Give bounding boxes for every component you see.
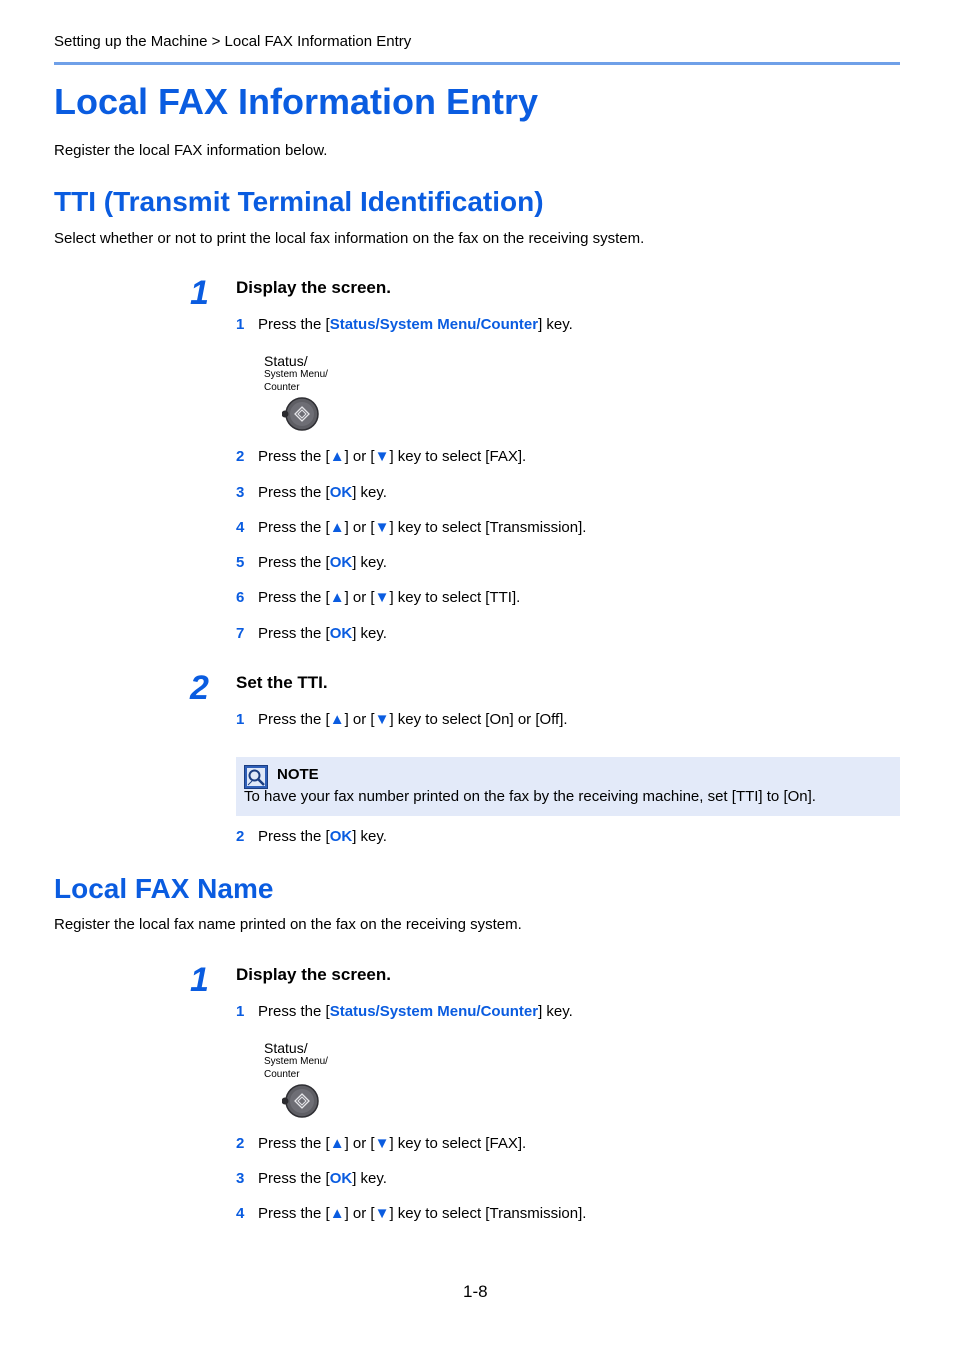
up-arrow-key: ▲ — [329, 589, 345, 606]
substep-text: ] key to select [Transmission]. — [389, 1205, 587, 1222]
status-key-button-icon — [282, 1084, 322, 1120]
down-arrow-key: ▼ — [374, 1135, 390, 1152]
substep-text: Press the [ — [258, 484, 330, 501]
substep-text: Press the [ — [258, 554, 330, 571]
substep-number: 4 — [236, 1205, 245, 1222]
ok-key: OK — [329, 828, 353, 845]
substep-text: Press the [ — [258, 625, 330, 642]
key-label: System Menu/ Counter — [264, 1056, 328, 1080]
page-number: 1-8 — [463, 1282, 488, 1301]
substep-number: 1 — [236, 1003, 245, 1020]
status-key-image — [262, 353, 352, 433]
header-rule — [54, 62, 900, 65]
key-name: Status/System Menu/Counter — [329, 1003, 539, 1020]
substep — [236, 827, 387, 847]
key-name: Status/System Menu/Counter — [329, 316, 539, 333]
substep-number: 2 — [236, 448, 245, 465]
substep-text: Press the [ — [258, 1135, 330, 1152]
substep-number: 1 — [236, 711, 245, 728]
substep-number: 5 — [236, 554, 245, 571]
page-title: Local FAX Information Entry — [54, 81, 539, 122]
up-arrow-key: ▲ — [329, 711, 345, 728]
substep-text: ] key to select [TTI]. — [389, 589, 521, 606]
tti-description: Select whether or not to print the local fax information on the fax on the receiving system. — [54, 230, 645, 247]
substep-text: Press the [ — [258, 711, 330, 728]
substep-number: 1 — [236, 316, 245, 333]
substep-number: 7 — [236, 625, 245, 642]
note-icon — [244, 765, 268, 789]
down-arrow-key: ▼ — [374, 589, 390, 606]
substep-text: Press the [ — [258, 1003, 330, 1020]
substep — [236, 1134, 526, 1154]
substep-text: ] key. — [352, 1170, 387, 1187]
down-arrow-key: ▼ — [374, 711, 390, 728]
substep-text: ] or [ — [344, 448, 375, 465]
up-arrow-key: ▲ — [329, 1135, 345, 1152]
substep-text: ] key. — [352, 484, 387, 501]
substep-text: Press the [ — [258, 828, 330, 845]
step-number: 2 — [190, 669, 209, 707]
substep — [236, 1169, 387, 1189]
substep-text: Press the [ — [258, 519, 330, 536]
substep-text: ] or [ — [344, 519, 375, 536]
substep — [236, 483, 387, 503]
substep — [236, 553, 387, 573]
breadcrumb: Setting up the Machine > Local FAX Information Entry — [54, 33, 412, 50]
note-text: To have your fax number printed on the fax by the receiving machine, set [TTI] to [On]. — [244, 788, 816, 805]
status-key-image — [262, 1040, 352, 1120]
substep-number: 2 — [236, 1135, 245, 1152]
substep-text: ] or [ — [344, 1135, 375, 1152]
intro-text: Register the local FAX information below. — [54, 142, 328, 159]
note-box — [236, 757, 900, 816]
substep — [236, 1002, 573, 1022]
substep-number: 6 — [236, 589, 245, 606]
ok-key: OK — [329, 484, 353, 501]
substep-number: 3 — [236, 484, 245, 501]
step-heading: Display the screen. — [236, 965, 391, 984]
up-arrow-key: ▲ — [329, 519, 345, 536]
substep-text: ] key. — [352, 625, 387, 642]
up-arrow-key: ▲ — [329, 448, 345, 465]
down-arrow-key: ▼ — [374, 1205, 390, 1222]
substep-text: Press the [ — [258, 1205, 330, 1222]
fax-name-heading: Local FAX Name — [54, 873, 274, 904]
substep — [236, 588, 520, 608]
ok-key: OK — [329, 625, 353, 642]
key-label: Status/ — [264, 1040, 308, 1056]
down-arrow-key: ▼ — [374, 519, 390, 536]
substep-text: Press the [ — [258, 448, 330, 465]
substep-text: Press the [ — [258, 1170, 330, 1187]
substep — [236, 518, 586, 538]
substep-text: Press the [ — [258, 589, 330, 606]
step-number: 1 — [190, 274, 209, 312]
substep — [236, 710, 568, 730]
substep-text: ] key to select [FAX]. — [389, 448, 527, 465]
ok-key: OK — [329, 554, 353, 571]
substep-text: ] or [ — [344, 589, 375, 606]
substep-text: ] key to select [Transmission]. — [389, 519, 587, 536]
substep-text: ] or [ — [344, 1205, 375, 1222]
substep — [236, 315, 573, 335]
substep-text: ] key. — [538, 1003, 573, 1020]
key-label: Status/ — [264, 353, 308, 369]
substep-number: 3 — [236, 1170, 245, 1187]
step-heading: Display the screen. — [236, 278, 391, 297]
substep — [236, 624, 387, 644]
tti-heading: TTI (Transmit Terminal Identification) — [54, 186, 544, 217]
substep-text: ] key to select [FAX]. — [389, 1135, 527, 1152]
substep-number: 4 — [236, 519, 245, 536]
substep — [236, 447, 526, 467]
substep-text: Press the [ — [258, 316, 330, 333]
substep-text: ] key. — [352, 828, 387, 845]
step-number: 1 — [190, 961, 209, 999]
ok-key: OK — [329, 1170, 353, 1187]
substep-text: ] key. — [352, 554, 387, 571]
substep-text: ] or [ — [344, 711, 375, 728]
down-arrow-key: ▼ — [374, 448, 390, 465]
step-heading: Set the TTI. — [236, 673, 328, 692]
key-label: System Menu/ Counter — [264, 369, 328, 393]
up-arrow-key: ▲ — [329, 1205, 345, 1222]
substep — [236, 1204, 586, 1224]
fax-name-description: Register the local fax name printed on the fax on the receiving system. — [54, 916, 522, 933]
note-label: NOTE — [277, 766, 319, 783]
substep-text: ] key to select [On] or [Off]. — [389, 711, 568, 728]
status-key-button-icon — [282, 397, 322, 433]
substep-number: 2 — [236, 828, 245, 845]
substep-text: ] key. — [538, 316, 573, 333]
